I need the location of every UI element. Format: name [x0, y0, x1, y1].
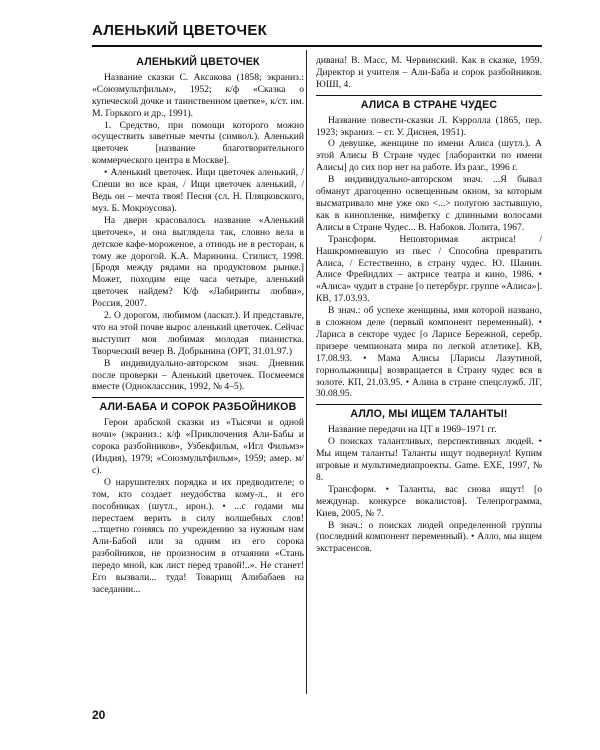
- entry-paragraph: Название сказки С. Аксакова (1858; экраниз.: «Союзмультфильм», 1952; к/ф «Сказка о купеческой дочке и таинственном цветке», к/ст. им. М. Горького и др., 1991).: [92, 71, 304, 119]
- entry-paragraph: О девушке, женщине по имени Алиса (шутл.). А этой Алисы В Стране чудес [лаборантки по имени Алисы] до сих пор нет на работе. Из разг., 1996 г.: [316, 138, 542, 174]
- running-header-title: АЛЕНЬКИЙ ЦВЕТОЧЕК: [92, 22, 268, 39]
- entry-heading-alisa: АЛИСА В СТРАНЕ ЧУДЕС: [316, 95, 542, 112]
- entry-paragraph: В индивидуально-авторском знач. ...Я бывал обманут драгоценно освещенным окном, за которым высматривало мне уже око <...> полугою застывшую, как в кинопленке, нимфетку с длинными волосами Алисы в Стране Чудес... В. Набоков. Лолита, 1967.: [316, 174, 542, 233]
- entry-paragraph: • Аленький цветочек. Ищи цветочек аленький, / Спеши во все края, / Ищи цветочек аленький, / Ведь он – мечта твоя! Песня (сл. Н. Пляцковского, муз. Б. Мокроусова).: [92, 167, 304, 214]
- entry-paragraph: В знач.: о поисках людей определенной группы (последний компонент переменный). • Алло, мы ищем экстрасенсов.: [316, 519, 542, 555]
- entry-paragraph: Герои арабской сказки из «Тысячи и одной ночи» (экраниз.: к/ф «Приключения Али-Бабы и сорока разбойников», Узбекфильм, «Игл Фильмз» (Индия), 1979; «Союзмультфильм», 1959; амер. м/с).: [92, 417, 304, 476]
- entry-paragraph: На дверн красовалось название «Аленький цветочек», и она выглядела так, словно вела в детское кафе-мороженое, а отнюдь не в ресторан, к тому же дорогой. К.А. Маринина. Стилист, 1998. [Бродя между рядами на продуктовом рынке.] Может, походим еще часа четыре, аленький цветочек найдем? К/ф «Лабиринты любви», Россия, 2007.: [92, 214, 304, 310]
- page-number: 20: [92, 708, 106, 722]
- entry-paragraph: В индивидуально-авторском знач. Дневник после проверки – Аленький цветочек. Посмеемся вместе (Одноклассник, 1992, № 4–5).: [92, 357, 304, 393]
- entry-paragraph-continued: дивана! В. Масс, М. Червинский. Как в сказке, 1959. Директор и учителя – Али-Баба и сорок разбойников. ЮШІ, 4.: [316, 55, 542, 90]
- left-column: [92, 55, 304, 596]
- entry-paragraph: 1. Средство, при помощи которого можно осуществить заветные мечты (символ.). Аленький цветочек [название благотворительного коммерческого центра в Москве].: [92, 119, 304, 167]
- entry-paragraph: 2. О дорогом, любимом (ласкат.). И представьте, что на этой почве вырос аленький цветочек. Сейчас выступит моя любимая молодая пианистка. Творческий вечер В. Добрынина (ОРТ, 31.01.97.): [92, 310, 304, 357]
- entry-heading-ali-baba: АЛИ-БАБА И СОРОК РАЗБОЙНИКОВ: [92, 397, 304, 414]
- entry-paragraph: Трансформ. • Таланты, вас снова ищут! [о междунар. конкурсе вокалистов]. Телепрограмма, Киев, 2005, № 7.: [316, 483, 542, 519]
- entry-paragraph: О нарушителях порядка и их предводителе; о том, кто создает неудобства кому-л., и его пособниках (шутл., ирон.). • ...с годами мы перестаем верить в силу волшебных слов! ...тщетно гоняясь по учреждению за нужным нам Али-Бабой или за одним из его сорока разбойников, не произносим в отчаянии «Стань передо мной, как лист перед травой!..». Не станет! Его вызвали... туда! Товарищ Алибабаев на заседании...: [92, 476, 304, 595]
- entry-heading-alenky-tsvetochek: АЛЕНЬКИЙ ЦВЕТОЧЕК: [136, 56, 260, 68]
- column-divider: [306, 50, 307, 694]
- entry-paragraph: Трансформ. Неповторимая актриса! / Нашкромневшую из пьес / Способна превратить Алиса, / Естественно, в страну чудес. Ю. Шанин. Алисе Фрейндлих – актрисе театра и кино, 1986. • «Алиса» чудит в стране [о петербург. группе «Алиса»]. КВ, 17.03.93.: [316, 233, 542, 305]
- right-column: [316, 55, 542, 555]
- entry-heading-allo: АЛЛО, МЫ ИЩЕМ ТАЛАНТЫ!: [316, 404, 542, 421]
- entry-paragraph: Название повести-сказки Л. Кэрролла (1865, пер. 1923; экраниз. – ст. У. Диснея, 1951).: [316, 114, 542, 138]
- entry-paragraph: В знач.: об успехе женщины, имя которой названо, в сложном деле (первый компонент переменный). • Лариса в секторе чудес [о Ларисе Бережной, серебр. призере чемпионата мира по легкой атлетике]. КВ, 17.08.93. • Мама Алисы [Ларисы Лазутиной, горнолыжницы] возвращается в Страну чудес вся в золоте. КП, 21.03.95. • Алина в стране спецслужб. ЛГ, 30.08.95.: [316, 305, 542, 400]
- running-header: [92, 22, 542, 47]
- entry-paragraph: О поисках талантливых, перспективных людей. • Мы ищем таланты! Таланты ищут подвернул! Купим игровые и мультимедиапроекты. Game. EXE, 1997, № 8.: [316, 436, 542, 483]
- entry-paragraph: Название передачи на ЦТ в 1969–1971 гг.: [328, 424, 497, 436]
